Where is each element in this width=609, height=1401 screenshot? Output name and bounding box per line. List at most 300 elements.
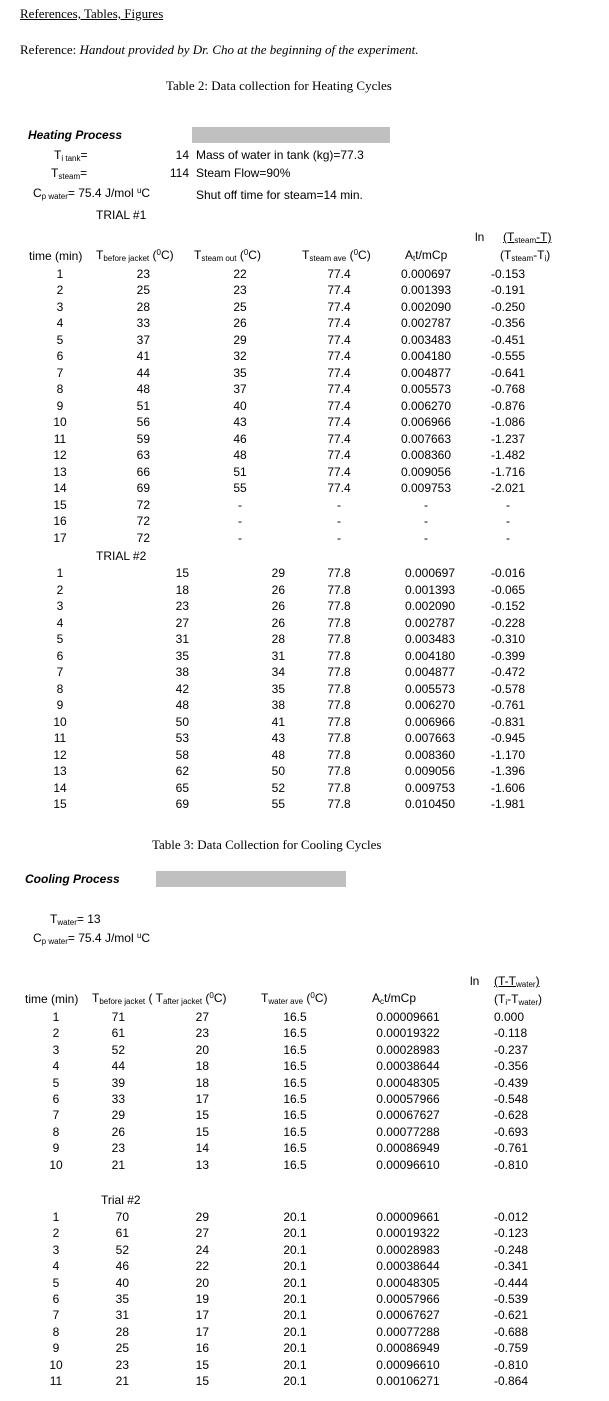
cell-time: 1	[56, 566, 64, 580]
cell-at-mcp: 0.00048305	[376, 1275, 440, 1290]
cooling-ln-numerator: $(T-T_{water})$	[494, 974, 540, 989]
table-row	[0, 665, 609, 681]
heating-ln-denominator: $(T_{steam}-T_i)$	[500, 248, 551, 263]
cell-t-out: 52	[271, 780, 285, 795]
cell-time: 8	[56, 681, 64, 696]
cell-t-before: 69	[175, 797, 189, 811]
table-row	[0, 1158, 609, 1174]
cell-t-before: 26	[111, 1124, 125, 1139]
cell-t-ave: 20.1	[283, 1275, 307, 1290]
cell-t-before: 52	[111, 1042, 125, 1057]
cell-t-out: 14	[195, 1141, 209, 1156]
cell-ln-ratio: -1.981	[490, 797, 526, 811]
cell-t-ave: 77.4	[327, 316, 351, 331]
cell-time: 11	[49, 1374, 63, 1388]
table-row	[0, 1026, 609, 1042]
cell-ln-ratio: -0.310	[490, 632, 526, 646]
cell-ln-ratio: -1.482	[490, 448, 526, 463]
cell-at-mcp: 0.00057966	[376, 1292, 440, 1306]
cell-t-before: 72	[136, 497, 150, 512]
cell-time: 10	[49, 1357, 63, 1372]
cell-at-mcp: 0.00077288	[376, 1324, 440, 1339]
table-row	[0, 415, 609, 431]
cell-time: 3	[56, 299, 64, 314]
cooling-process-label: Cooling Process	[25, 872, 120, 886]
cell-t-before: 21	[115, 1374, 129, 1388]
cell-t-out: 29	[195, 1210, 209, 1224]
cell-at-mcp: 0.000697	[400, 267, 452, 281]
cell-t-before: 23	[115, 1357, 129, 1372]
cell-t-before: 21	[111, 1157, 125, 1172]
cell-t-ave: 20.1	[283, 1259, 307, 1274]
cp-heating-value: 75.4 J/mol	[78, 186, 134, 200]
cell-at-mcp: 0.002090	[404, 599, 456, 613]
table-row	[0, 698, 609, 714]
cell-at-mcp: 0.00038644	[376, 1259, 440, 1274]
cell-t-before: 44	[136, 365, 150, 380]
cell-t-out: 20	[195, 1275, 209, 1290]
cell-t-out: 22	[195, 1259, 209, 1274]
table-row	[0, 566, 609, 582]
cell-ln-ratio: -0.118	[494, 1026, 528, 1041]
cell-t-ave: 16.5	[283, 1075, 307, 1090]
table-row	[0, 333, 609, 349]
cell-t-before: 41	[136, 349, 150, 364]
cell-at-mcp: 0.004877	[404, 665, 456, 679]
cell-ln-ratio: -0.341	[494, 1259, 529, 1274]
cell-t-out: 22	[233, 267, 247, 281]
cell-at-mcp: 0.000697	[404, 566, 456, 580]
cell-at-mcp: 0.010450	[404, 797, 456, 811]
cell-t-before: 58	[175, 747, 189, 762]
cell-time: 9	[52, 1341, 60, 1356]
table-row	[0, 465, 609, 481]
cell-ln-ratio: -0.555	[490, 349, 526, 364]
cell-t-ave: 20.1	[283, 1324, 307, 1339]
cell-at-mcp: 0.002090	[400, 299, 452, 314]
cell-time: 8	[52, 1124, 60, 1139]
cell-t-ave: 16.5	[283, 1141, 307, 1156]
cell-t-ave: 16.5	[283, 1026, 307, 1041]
cell-ln-ratio: -2.021	[490, 481, 526, 496]
cell-at-mcp: 0.00019322	[376, 1226, 440, 1241]
t-tank-label: $T_{i tank}=$	[54, 148, 88, 163]
cell-time: 12	[53, 448, 67, 463]
trial2-label: TRIAL #2	[96, 549, 147, 563]
cell-at-mcp: 0.006270	[404, 698, 456, 712]
cell-at-mcp: 0.006966	[400, 415, 452, 430]
cell-t-ave: 77.8	[327, 681, 351, 696]
table-row	[0, 349, 609, 365]
cp-heating: $C_{p water}= 75.4$ J/mol $^u$C	[33, 186, 151, 201]
cell-ln-ratio: -0.864	[494, 1374, 529, 1388]
cell-t-out: 25	[233, 299, 247, 314]
cell-t-out: 17	[195, 1092, 209, 1106]
heating-ln-numerator: $(T_{steam}-T)$	[503, 230, 552, 245]
cooling-col-t-before: $T_{before jacket}$ ( $T_{after jacket}$ ($^0$C)	[92, 991, 227, 1006]
cell-t-ave: 77.4	[327, 299, 351, 314]
table-row	[0, 748, 609, 764]
table-row	[0, 300, 609, 316]
cell-t-before: 40	[115, 1275, 129, 1290]
cell-at-mcp: 0.00009661	[376, 1210, 440, 1224]
cell-t-ave: 77.4	[327, 431, 351, 446]
cell-t-out: 26	[271, 615, 285, 630]
cell-t-before: 31	[115, 1308, 129, 1323]
cooling-col-at-mcp: $A_ct$/mCp	[372, 991, 417, 1006]
cell-at-mcp: 0.004180	[400, 349, 452, 364]
cell-ln-ratio: -0.191	[490, 283, 526, 298]
cell-t-before: 61	[115, 1226, 129, 1241]
cell-at-mcp: 0.00048305	[376, 1075, 440, 1090]
cell-at-mcp: 0.001393	[400, 283, 452, 298]
cell-t-ave: 77.4	[327, 481, 351, 496]
cell-t-ave: 77.4	[327, 365, 351, 380]
cooling-col-time: time (min)	[25, 992, 79, 1006]
cell-ln-ratio: -0.810	[494, 1157, 529, 1172]
cell-time: 2	[52, 1226, 60, 1241]
cell-t-before: 61	[111, 1026, 125, 1041]
cell-t-out: -	[238, 530, 242, 545]
cell-time: 6	[56, 349, 64, 364]
table-row	[0, 1243, 609, 1259]
cell-time: 9	[52, 1141, 60, 1156]
cell-t-out: 32	[233, 349, 247, 364]
cell-t-before: 35	[115, 1292, 129, 1306]
cell-t-out: 31	[271, 648, 285, 663]
table-row	[0, 267, 609, 283]
cell-t-before: 37	[136, 332, 150, 347]
cell-t-before: 59	[136, 431, 150, 446]
cell-ln-ratio: -0.248	[494, 1242, 529, 1257]
cell-t-before: 51	[136, 398, 150, 413]
cell-t-ave: 77.8	[327, 797, 351, 811]
heating-col-t-steam-ave: $T_{steam ave}$ ($^0$C)	[302, 248, 371, 263]
cell-ln-ratio: -1.237	[490, 431, 526, 446]
cell-at-mcp: 0.002787	[404, 615, 456, 630]
cell-ln-ratio: -1.606	[490, 780, 526, 795]
table-row	[0, 1374, 609, 1390]
cell-ln-ratio: -	[506, 497, 510, 512]
cell-t-before: 72	[136, 514, 150, 529]
cell-time: 16	[53, 514, 67, 529]
cell-ln-ratio: -0.444	[494, 1275, 529, 1290]
cell-t-out: 26	[271, 599, 285, 613]
cell-at-mcp: 0.005573	[400, 382, 452, 397]
cell-t-before: 46	[115, 1259, 129, 1274]
cp-cooling-unit: C	[141, 931, 151, 945]
cell-at-mcp: 0.00106271	[376, 1374, 440, 1388]
t-steam-value: 114	[169, 166, 189, 180]
table-row	[0, 1325, 609, 1341]
cell-time: 7	[52, 1308, 60, 1323]
cell-ln-ratio: -0.152	[490, 599, 526, 613]
table-row	[0, 1108, 609, 1124]
cell-t-before: 56	[136, 415, 150, 430]
cell-t-out: 15	[195, 1357, 209, 1372]
cell-ln-ratio: -0.810	[494, 1357, 529, 1372]
cell-ln-ratio: -0.472	[490, 665, 526, 679]
cell-at-mcp: 0.003483	[400, 332, 452, 347]
cell-time: 1	[56, 267, 64, 281]
cell-ln-ratio: -0.693	[494, 1124, 529, 1139]
t-water-value: 13	[87, 912, 101, 926]
cell-t-before: 27	[175, 615, 189, 630]
cell-t-before: 29	[111, 1108, 125, 1123]
cell-at-mcp: 0.004877	[400, 365, 452, 380]
cell-ln-ratio: -	[506, 514, 510, 529]
cell-ln-ratio: -1.716	[490, 464, 526, 479]
trial1-label: TRIAL #1	[96, 208, 147, 222]
cell-t-ave: 77.8	[327, 582, 351, 597]
cell-at-mcp: 0.00009661	[376, 1010, 440, 1024]
cell-t-ave: 77.8	[327, 665, 351, 679]
cell-at-mcp: 0.007663	[400, 431, 452, 446]
cell-t-out: 29	[271, 566, 285, 580]
cell-time: 10	[53, 714, 67, 729]
cell-ln-ratio: -0.688	[494, 1324, 529, 1339]
cell-time: 8	[56, 382, 64, 397]
cell-t-ave: 77.8	[327, 714, 351, 729]
cell-at-mcp: -	[424, 497, 428, 512]
table-row	[0, 399, 609, 415]
cell-ln-ratio: -0.065	[490, 582, 526, 597]
cell-t-ave: 77.8	[327, 780, 351, 795]
table-row	[0, 649, 609, 665]
cell-t-out: -	[238, 514, 242, 529]
reference-label: Reference:	[20, 42, 77, 57]
table-row	[0, 764, 609, 780]
cell-at-mcp: 0.007663	[404, 731, 456, 745]
table-row	[0, 316, 609, 332]
cell-ln-ratio: -0.641	[490, 365, 526, 380]
cell-t-before: 18	[175, 582, 189, 597]
cell-t-ave: 20.1	[283, 1242, 307, 1257]
cell-ln-ratio: -0.761	[490, 698, 526, 712]
cell-ln-ratio: -0.012	[494, 1210, 529, 1224]
cell-time: 1	[52, 1210, 60, 1224]
t-steam-label: $T_{steam}=$	[51, 166, 88, 181]
cell-time: 5	[56, 332, 64, 347]
cell-time: 1	[52, 1010, 60, 1024]
cooling-trial2-label: Trial #2	[101, 1193, 141, 1207]
table-row	[0, 731, 609, 747]
cell-t-before: 71	[111, 1010, 125, 1024]
table-row	[0, 531, 609, 547]
table-row	[0, 498, 609, 514]
table-row	[0, 616, 609, 632]
cell-t-before: 23	[111, 1141, 125, 1156]
cell-t-ave: 77.8	[327, 764, 351, 778]
cell-t-ave: 77.8	[327, 698, 351, 712]
cell-at-mcp: 0.006270	[400, 398, 452, 413]
cell-t-before: 31	[175, 632, 189, 646]
cell-time: 9	[56, 398, 64, 413]
cell-t-ave: 77.4	[327, 267, 351, 281]
cell-time: 6	[52, 1092, 60, 1106]
cell-t-out: 20	[195, 1042, 209, 1057]
cell-t-before: 38	[175, 665, 189, 679]
cell-ln-ratio: -0.761	[494, 1141, 529, 1156]
table-row	[0, 432, 609, 448]
cell-at-mcp: 0.00086949	[376, 1141, 440, 1156]
cell-t-out: 17	[195, 1308, 209, 1323]
cell-time: 15	[53, 497, 67, 512]
table-row	[0, 514, 609, 530]
cell-time: 14	[53, 780, 67, 795]
cell-ln-ratio: -0.621	[494, 1308, 529, 1323]
cell-t-out: 50	[271, 764, 285, 778]
cell-time: 10	[53, 415, 67, 430]
cell-at-mcp: 0.005573	[404, 681, 456, 696]
cell-t-out: 18	[195, 1059, 209, 1074]
cell-t-out: 48	[271, 747, 285, 762]
cell-t-out: 23	[195, 1026, 209, 1041]
cell-t-before: 52	[115, 1242, 129, 1257]
table3-caption: Table 3: Data Collection for Cooling Cycles	[152, 837, 382, 852]
heating-process-label: Heating Process	[28, 128, 123, 142]
cell-at-mcp: 0.006966	[404, 714, 456, 729]
cell-at-mcp: 0.009056	[404, 764, 456, 778]
cooling-gray-bar	[156, 871, 346, 887]
section-title: References, Tables, Figures	[20, 6, 164, 21]
table-row	[0, 366, 609, 382]
cell-t-out: 43	[233, 415, 247, 430]
cell-t-ave: -	[337, 530, 341, 545]
cell-time: 11	[53, 431, 67, 446]
cell-t-out: 27	[195, 1010, 209, 1024]
cell-time: 5	[52, 1275, 60, 1290]
cell-at-mcp: 0.003483	[404, 632, 456, 646]
cell-t-ave: 77.4	[327, 349, 351, 364]
table-row	[0, 1259, 609, 1275]
cell-at-mcp: -	[424, 514, 428, 529]
cell-t-out: 15	[195, 1108, 209, 1123]
cell-ln-ratio: -0.548	[494, 1092, 529, 1106]
cell-ln-ratio: -0.451	[490, 332, 526, 347]
shutoff-note: Shut off time for steam=14 min.	[196, 188, 363, 202]
cell-t-out: -	[238, 497, 242, 512]
cell-t-before: 39	[111, 1075, 125, 1090]
cell-t-before: 72	[136, 530, 150, 545]
steam-flow-note: Steam Flow=90%	[196, 166, 291, 180]
cell-t-before: 66	[136, 464, 150, 479]
cell-t-ave: 16.5	[283, 1124, 307, 1139]
heating-col-t-steam-out: $T_{steam out}$ ($^0$C)	[194, 248, 261, 263]
cell-ln-ratio: -0.016	[490, 566, 526, 580]
table-row	[0, 1226, 609, 1242]
cell-t-out: 23	[233, 283, 247, 298]
cell-t-out: 16	[195, 1341, 209, 1356]
cell-t-out: 17	[195, 1324, 209, 1339]
cp-cooling-value: 75.4 J/mol	[78, 931, 134, 945]
cell-time: 9	[56, 698, 64, 712]
cell-at-mcp: 0.009753	[400, 481, 452, 496]
reference-line	[20, 42, 418, 58]
cell-ln-ratio: -0.876	[490, 398, 526, 413]
cell-ln-ratio: 0.000	[494, 1010, 525, 1024]
cell-time: 5	[56, 632, 64, 646]
table-row	[0, 1341, 609, 1357]
reference-text: Handout provided by Dr. Cho at the beginning of the experiment.	[79, 42, 419, 57]
cell-t-ave: 16.5	[283, 1042, 307, 1057]
cell-t-ave: 16.5	[283, 1157, 307, 1172]
cell-t-before: 69	[136, 481, 150, 496]
cell-ln-ratio: -0.356	[494, 1059, 529, 1074]
cell-at-mcp: 0.00028983	[376, 1042, 440, 1057]
cell-t-ave: 20.1	[283, 1226, 307, 1241]
cell-t-ave: 77.4	[327, 464, 351, 479]
table-row	[0, 382, 609, 398]
table-row	[0, 1308, 609, 1324]
cell-time: 6	[52, 1292, 60, 1306]
cell-ln-ratio: -0.250	[490, 299, 526, 314]
cell-time: 14	[53, 481, 67, 496]
cell-t-ave: 20.1	[283, 1374, 307, 1388]
cell-ln-ratio: -0.831	[490, 714, 526, 729]
cell-t-before: 23	[175, 599, 189, 613]
cell-t-out: 35	[271, 681, 285, 696]
cell-time: 8	[52, 1324, 60, 1339]
cell-at-mcp: 0.008360	[400, 448, 452, 463]
cell-time: 7	[56, 665, 64, 679]
cell-t-out: 41	[271, 714, 285, 729]
cell-at-mcp: 0.00096610	[376, 1157, 440, 1172]
table-row	[0, 797, 609, 813]
cell-t-out: 37	[233, 382, 247, 397]
t-water-label: $T_{water}= 13$	[50, 912, 101, 927]
cell-t-out: 15	[195, 1124, 209, 1139]
cell-ln-ratio: -0.578	[490, 681, 526, 696]
cell-ln-ratio: -1.086	[490, 415, 526, 430]
table-row	[0, 715, 609, 731]
cell-ln-ratio: -1.396	[490, 764, 526, 778]
cell-t-before: 70	[115, 1210, 129, 1224]
cell-at-mcp: 0.009056	[400, 464, 452, 479]
cell-time: 2	[52, 1026, 60, 1041]
cell-at-mcp: 0.00038644	[376, 1059, 440, 1074]
cell-time: 6	[56, 648, 64, 663]
cell-t-out: 35	[233, 365, 247, 380]
cell-t-ave: 16.5	[283, 1092, 307, 1106]
cell-time: 4	[56, 615, 64, 630]
cell-time: 5	[52, 1075, 60, 1090]
heating-col-t-before: $T_{before jacket}$ ($^0$C)	[96, 248, 174, 263]
cell-ln-ratio: -0.123	[494, 1226, 529, 1241]
cell-ln-ratio: -0.539	[494, 1292, 529, 1306]
cell-ln-ratio: -0.399	[490, 648, 526, 663]
cooling-col-t-water-ave: $T_{water ave}$ ($^0$C)	[261, 991, 328, 1006]
cell-t-before: 50	[175, 714, 189, 729]
cell-ln-ratio: -0.153	[490, 267, 526, 281]
cell-time: 13	[53, 764, 67, 778]
cell-time: 2	[56, 582, 64, 597]
cell-t-ave: 77.8	[327, 566, 351, 580]
cell-t-ave: 77.8	[327, 615, 351, 630]
cell-t-ave: 77.8	[327, 747, 351, 762]
cell-t-ave: 77.4	[327, 332, 351, 347]
cell-t-before: 48	[136, 382, 150, 397]
cell-t-before: 65	[175, 780, 189, 795]
cell-t-before: 33	[111, 1092, 125, 1106]
cell-ln-ratio: -0.237	[494, 1042, 529, 1057]
cell-t-ave: 77.4	[327, 415, 351, 430]
cell-at-mcp: 0.001393	[404, 582, 456, 597]
cell-time: 15	[53, 797, 67, 811]
cell-t-before: 28	[136, 299, 150, 314]
cell-ln-ratio: -0.768	[490, 382, 526, 397]
cp-heating-unit: C	[141, 186, 151, 200]
